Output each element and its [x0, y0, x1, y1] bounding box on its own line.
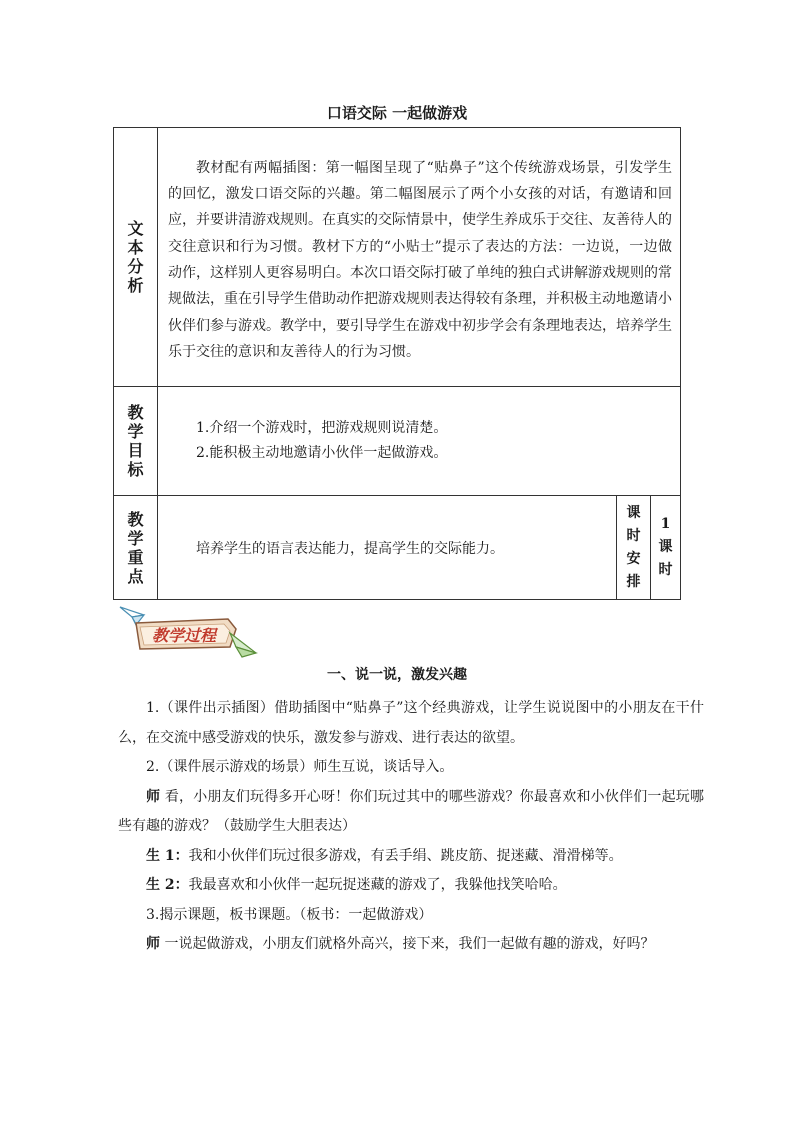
lesson-process-body — [118, 694, 704, 960]
speaker-label: 师 — [146, 788, 161, 805]
teaching-focus-content: 培养学生的语言表达能力，提高学生的交际能力。 — [196, 540, 504, 557]
paragraph-text: 3.揭示课题，板书课题。（板书：一起做游戏） — [146, 906, 433, 923]
document-title: 口语交际 一起做游戏 — [326, 104, 468, 122]
text-analysis-row — [114, 128, 681, 387]
class-hours-label: 课时安排 — [626, 504, 641, 590]
class-hours-value: 1课时 — [658, 516, 673, 578]
process-paragraph — [118, 842, 704, 872]
paragraph-text: 看，小朋友们玩得多开心呀！你们玩过其中的哪些游戏？你最喜欢和小伙伴们一起玩哪些有趣的游戏？（鼓励学生大胆表达） — [118, 788, 705, 834]
teaching-process-badge-text: 教学过程 — [151, 626, 217, 645]
text-analysis-content: 教材配有两幅插图：第一幅图呈现了“贴鼻子”这个传统游戏场景，引发学生的回忆，激发口语交际的兴趣。第二幅图展示了两个小女孩的对话，有邀请和回应，并要讲清游戏规则。在真实的交际情景中，使学生养成乐于交往、友善待人的交往意识和行为习惯。教材下方的“小贴士”提示了表达的方法：一边说，一边做动作，这样别人更容易明白。本次口语交际打破了单纯的独白式讲解游戏规则的常规做法，重在引导学生借助动作把游戏规则表达得较有条理，并积极主动地邀请小伙伴们参与游戏。教学中，要引导学生在游戏中初步学会有条理地表达，培养学生乐于交往的意识和友善待人的行为习惯。 — [168, 159, 672, 360]
teaching-process-badge-graphic — [118, 603, 258, 659]
teaching-focus-content-cell — [158, 496, 617, 600]
teaching-focus-row — [114, 496, 681, 600]
paragraph-text: 一说起做游戏，小朋友们就格外高兴，接下来，我们一起做有趣的游戏，好吗？ — [160, 936, 655, 952]
speaker-label: 师 — [146, 936, 160, 952]
process-paragraph — [118, 930, 704, 960]
teaching-goals-label: 教学目标 — [127, 403, 144, 479]
teaching-goals-list — [158, 416, 680, 466]
process-paragraph — [118, 871, 704, 901]
section-heading: 一、说一说，激发兴趣 — [327, 667, 467, 683]
process-paragraph — [118, 783, 704, 842]
paragraph-text: 2.（课件展示游戏的场景）师生互说，谈话导入。 — [146, 759, 454, 775]
class-hours-label-cell — [616, 496, 650, 600]
process-paragraph — [118, 694, 704, 753]
teaching-goals-row — [114, 387, 681, 496]
teaching-goal-item: 1.介绍一个游戏时，把游戏规则说清楚。 — [196, 420, 448, 436]
paragraph-text: 我和小伙伴们玩过很多游戏，有丢手绢、跳皮筋、捉迷藏、滑滑梯等。 — [188, 847, 623, 864]
teaching-goals-content-cell — [158, 387, 681, 496]
teaching-focus-label-cell — [114, 496, 158, 600]
paragraph-text: 我最喜欢和小伙伴一起玩捉迷藏的游戏了，我躲他找笑哈哈。 — [188, 877, 567, 893]
lesson-info-table — [113, 127, 681, 600]
speaker-label: 生 1： — [146, 847, 189, 864]
text-analysis-label-cell — [114, 128, 158, 387]
speaker-label: 生 2： — [146, 877, 189, 893]
teaching-goals-label-cell — [114, 387, 158, 496]
green-paper-plane-icon — [230, 633, 256, 657]
teaching-focus-label: 教学重点 — [127, 509, 144, 586]
teaching-goal-item: 2.能积极主动地邀请小伙伴一起做游戏。 — [196, 445, 448, 461]
process-paragraph — [118, 901, 704, 931]
process-paragraph — [118, 753, 704, 783]
text-analysis-label: 文本分析 — [127, 219, 144, 295]
paragraph-text: 1.（课件出示插图）借助插图中“贴鼻子”这个经典游戏，让学生说说图中的小朋友在干什么，在交流中感受游戏的快乐，激发参与游戏、进行表达的欲望。 — [118, 700, 704, 746]
text-analysis-content-cell — [158, 128, 681, 387]
teaching-process-badge — [118, 603, 258, 659]
class-hours-value-cell — [650, 496, 680, 600]
